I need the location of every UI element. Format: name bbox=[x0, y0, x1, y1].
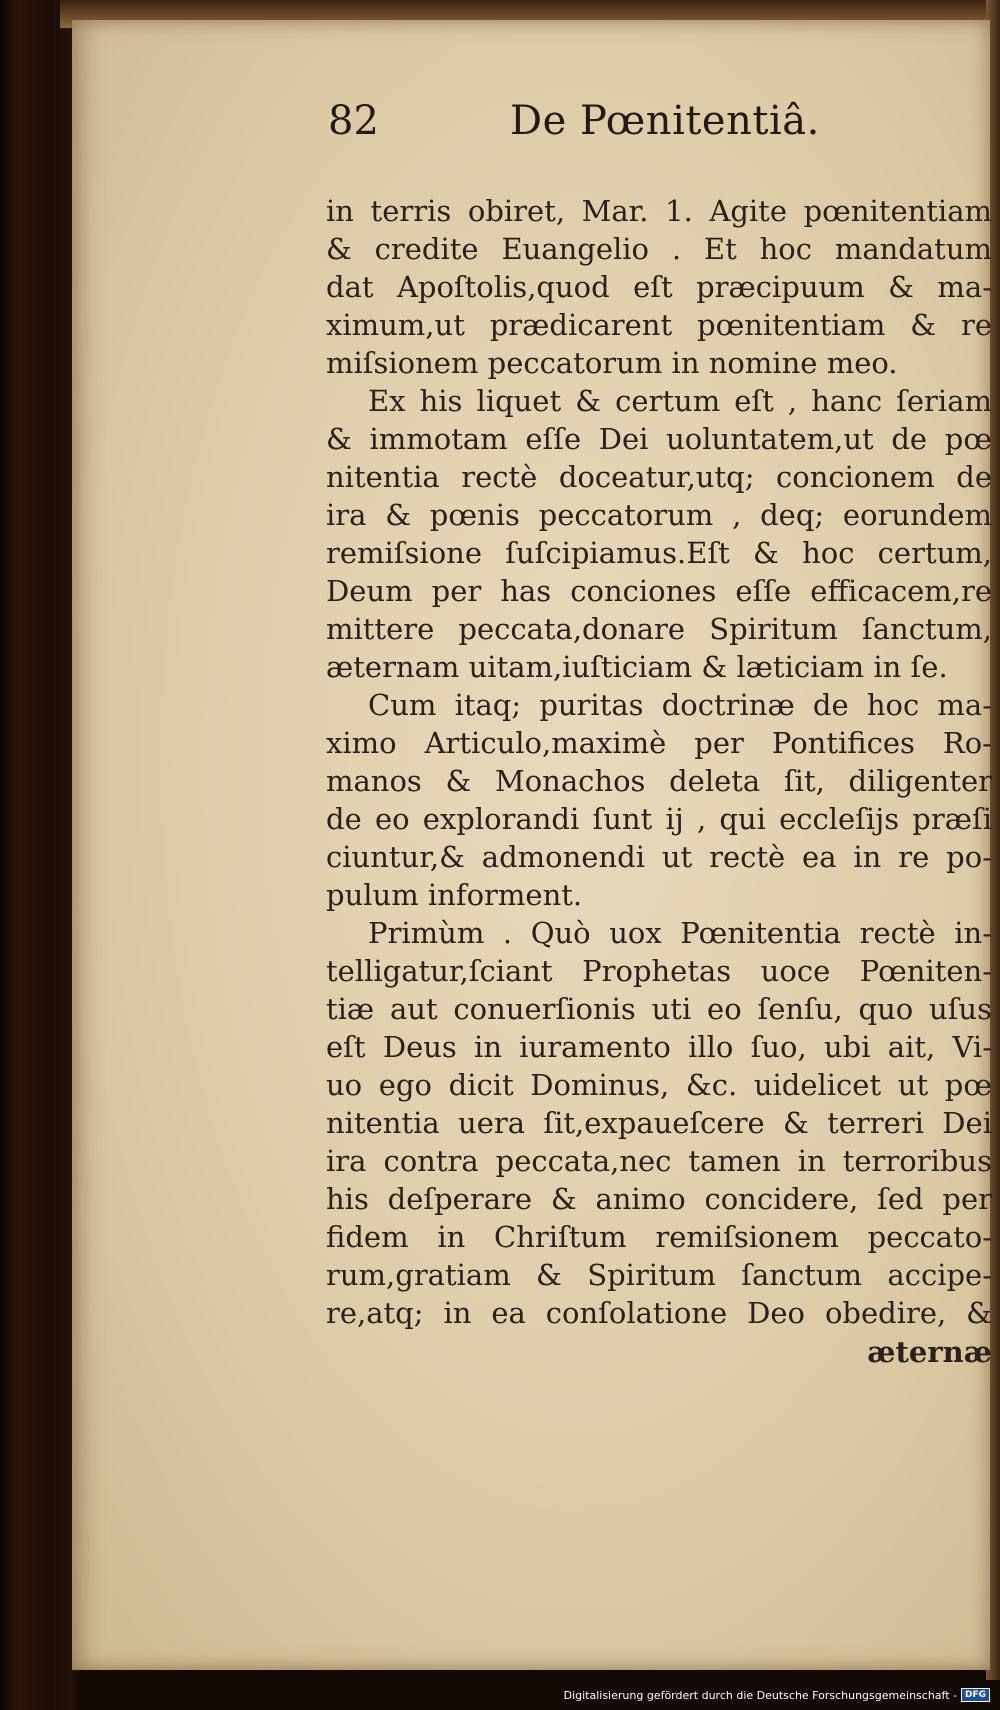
text-line: nitentia rectè doceatur,utq; concionem de bbox=[326, 460, 992, 494]
text-line: his deſperare & animo concidere, ſed per bbox=[326, 1182, 992, 1216]
text-line: ira & pœnis peccatorum , deq; eorundem bbox=[326, 498, 992, 532]
text-line: manos & Monachos deleta ſit, diligenter bbox=[326, 764, 992, 798]
catchword-row bbox=[326, 1332, 992, 1372]
text-line: remiſsione ſuſcipiamus.Eſt & hoc certum, bbox=[326, 536, 992, 570]
dfg-logo: DFG bbox=[961, 1688, 990, 1702]
text-line: & immotam eſſe Dei uoluntatem,ut de pœ bbox=[326, 422, 992, 456]
text-line: dat Apoſtolis,quod eſt præcipuum & ma- bbox=[326, 270, 992, 304]
text-line: ximum,ut prædicarent pœnitentiam & re bbox=[326, 308, 992, 342]
text-line: pulum informent. bbox=[326, 878, 583, 912]
text-line: de eo explorandi ſunt ij , qui eccleſijs præſi bbox=[326, 802, 992, 836]
text-line: ira contra peccata,nec tamen in terroribus bbox=[326, 1144, 992, 1178]
text-line: Primùm . Quò uox Pœnitentia rectè in- bbox=[368, 916, 992, 950]
text-line: re,atq; in ea conſolatione Deo obedire, & bbox=[326, 1296, 992, 1330]
text-line: uo ego dicit Dominus, &c. uidelicet ut pœ bbox=[326, 1068, 992, 1102]
text-line: ciuntur,& admonendi ut rectè ea in re po- bbox=[326, 840, 992, 874]
text-line: æternam uitam,iuſticiam & læticiam in ſe. bbox=[326, 650, 948, 684]
page-header bbox=[72, 98, 990, 158]
page-number: 82 bbox=[328, 98, 379, 144]
text-line: ximo Articulo,maximè per Pontifices Ro- bbox=[326, 726, 992, 760]
text-line: eſt Deus in iuramento illo ſuo, ubi ait, Vi- bbox=[326, 1030, 992, 1064]
book-page bbox=[72, 20, 990, 1670]
text-line: fidem in Chriſtum remiſsionem peccato- bbox=[326, 1220, 992, 1254]
catchword: æternæ bbox=[867, 1335, 992, 1369]
text-line: rum,gratiam & Spiritum ſanctum accipe- bbox=[326, 1258, 992, 1292]
text-line: in terris obiret, Mar. 1. Agite pœnitentiam bbox=[326, 194, 992, 228]
text-line: Cum itaq; puritas doctrinæ de hoc ma- bbox=[368, 688, 992, 722]
text-line: & credite Euangelio . Et hoc mandatum bbox=[326, 232, 992, 266]
text-line: Deum per has conciones eſſe efficacem,re bbox=[326, 574, 992, 608]
text-line: mittere peccata,donare Spiritum ſanctum, bbox=[326, 612, 992, 646]
running-head: De Pœnitentiâ. bbox=[510, 98, 820, 144]
text-line: tiæ aut conuerſionis uti eo ſenſu, quo uſus bbox=[326, 992, 992, 1026]
text-line: nitentia uera ſit,expaueſcere & terreri Dei bbox=[326, 1106, 992, 1140]
digitization-footer bbox=[564, 1686, 990, 1704]
footer-credit: Digitalisierung gefördert durch die Deutsche Forschungsgemeinschaft - bbox=[563, 1688, 957, 1702]
text-line: Ex his liquet & certum eſt , hanc ſeriam bbox=[368, 384, 992, 418]
text-line: miſsionem peccatorum in nomine meo. bbox=[326, 346, 898, 380]
text-line: telligatur,ſciant Prophetas uoce Pœniten- bbox=[326, 954, 992, 988]
body-text bbox=[326, 192, 992, 1372]
